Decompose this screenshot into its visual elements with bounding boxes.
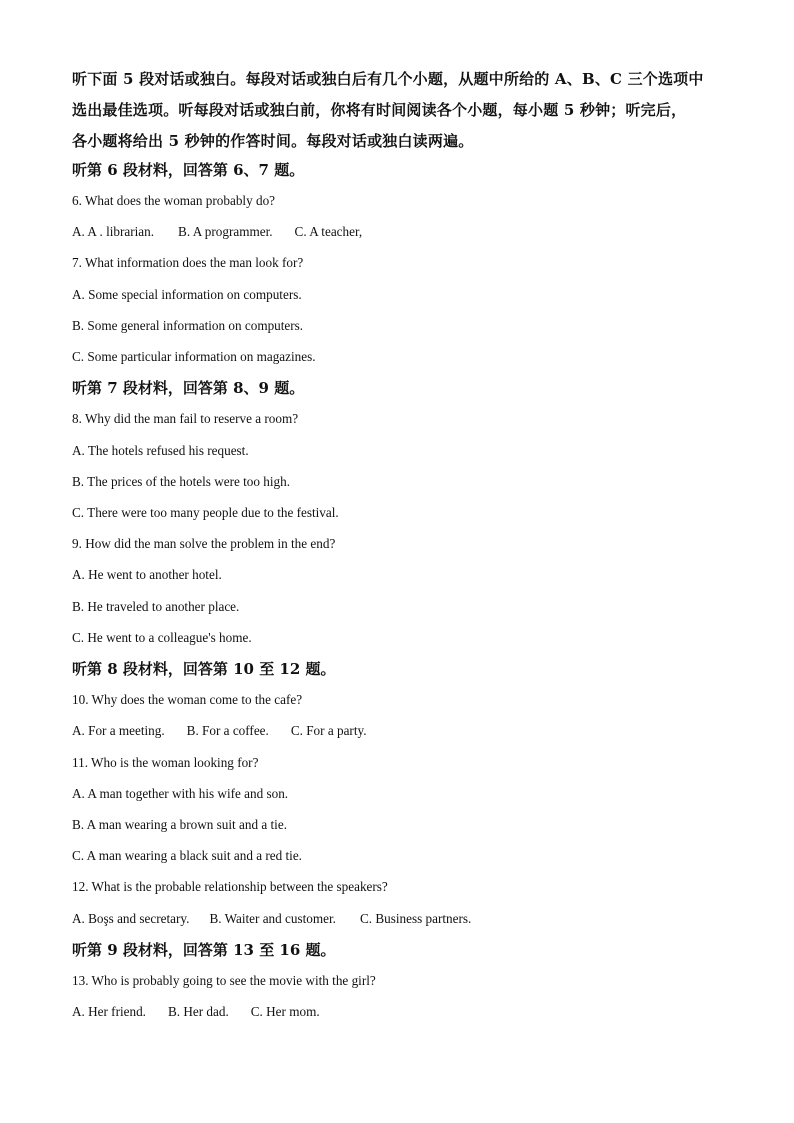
question-stem: 7. What information does the man look for? bbox=[72, 255, 304, 270]
question-stem: 12. What is the probable relationship between the speakers? bbox=[72, 879, 388, 894]
option-a: A. A man together with his wife and son. bbox=[72, 786, 289, 801]
option-c: C. He went to a colleague's home. bbox=[72, 630, 252, 645]
option-a: A. For a meeting. bbox=[72, 723, 165, 738]
option-a: A. Some special information on computers. bbox=[72, 287, 302, 302]
option-a: A. The hotels refused his request. bbox=[72, 443, 249, 458]
option-b: B. The prices of the hotels were too high. bbox=[72, 474, 291, 489]
option-b: B. Waiter and customer. bbox=[209, 911, 336, 926]
option-b: B. For a coffee. bbox=[186, 723, 269, 738]
option-c: C. For a party. bbox=[290, 723, 367, 738]
option-b: B. Her dad. bbox=[167, 1004, 229, 1019]
option-c: C. A teacher, bbox=[294, 224, 363, 239]
option-c: C. Business partners. bbox=[359, 911, 472, 926]
question-stem: 10. Why does the woman come to the cafe? bbox=[72, 692, 303, 707]
instructions-line: 听下面 5 段对话或独白。每段对话或独白后有几个小题，从题中所给的 A、B、C 三个选项中 bbox=[72, 70, 704, 88]
option-a: A. Her friend. bbox=[72, 1004, 146, 1019]
option-b: B. A man wearing a brown suit and a tie. bbox=[72, 817, 287, 832]
question-stem: 11. Who is the woman looking for? bbox=[72, 755, 259, 770]
instructions-line: 各小题将给出 5 秒钟的作答时间。每段对话或独白读两遍。 bbox=[72, 132, 474, 150]
option-b: B. A programmer. bbox=[178, 224, 273, 239]
inline-options bbox=[72, 910, 471, 928]
question-stem: 9. How did the man solve the problem in the end? bbox=[72, 536, 336, 551]
question-stem: 6. What does the woman probably do? bbox=[72, 193, 276, 208]
instructions-line: 选出最佳选项。听每段对话或独白前，你将有时间阅读各个小题，每小题 5 秒钟；听完后， bbox=[72, 101, 687, 119]
option-a: A. He went to another hotel. bbox=[72, 567, 222, 582]
option-b: B. Some general information on computers. bbox=[72, 318, 304, 333]
section-heading: 听第 8 段材料，回答第 10 至 12 题。 bbox=[72, 660, 336, 678]
question-stem: 8. Why did the man fail to reserve a room? bbox=[72, 411, 299, 426]
inline-options bbox=[72, 223, 362, 241]
section-heading: 听第 6 段材料，回答第 6、7 题。 bbox=[72, 161, 305, 179]
inline-options bbox=[72, 1003, 320, 1021]
option-c: C. There were too many people due to the festival. bbox=[72, 505, 339, 520]
option-b: B. He traveled to another place. bbox=[72, 599, 240, 614]
option-c: C. A man wearing a black suit and a red tie. bbox=[72, 848, 302, 863]
inline-options bbox=[72, 722, 367, 740]
option-a: A. A . librarian. bbox=[72, 224, 155, 239]
question-stem: 13. Who is probably going to see the movie with the girl? bbox=[72, 973, 376, 988]
section-heading: 听第 7 段材料，回答第 8、9 题。 bbox=[72, 379, 305, 397]
option-c: C. Some particular information on magazines. bbox=[72, 349, 316, 364]
option-a: A. Boşs and secretary. bbox=[72, 911, 190, 926]
section-instructions bbox=[72, 64, 732, 157]
option-c: C. Her mom. bbox=[250, 1004, 320, 1019]
section-heading: 听第 9 段材料，回答第 13 至 16 题。 bbox=[72, 941, 336, 959]
